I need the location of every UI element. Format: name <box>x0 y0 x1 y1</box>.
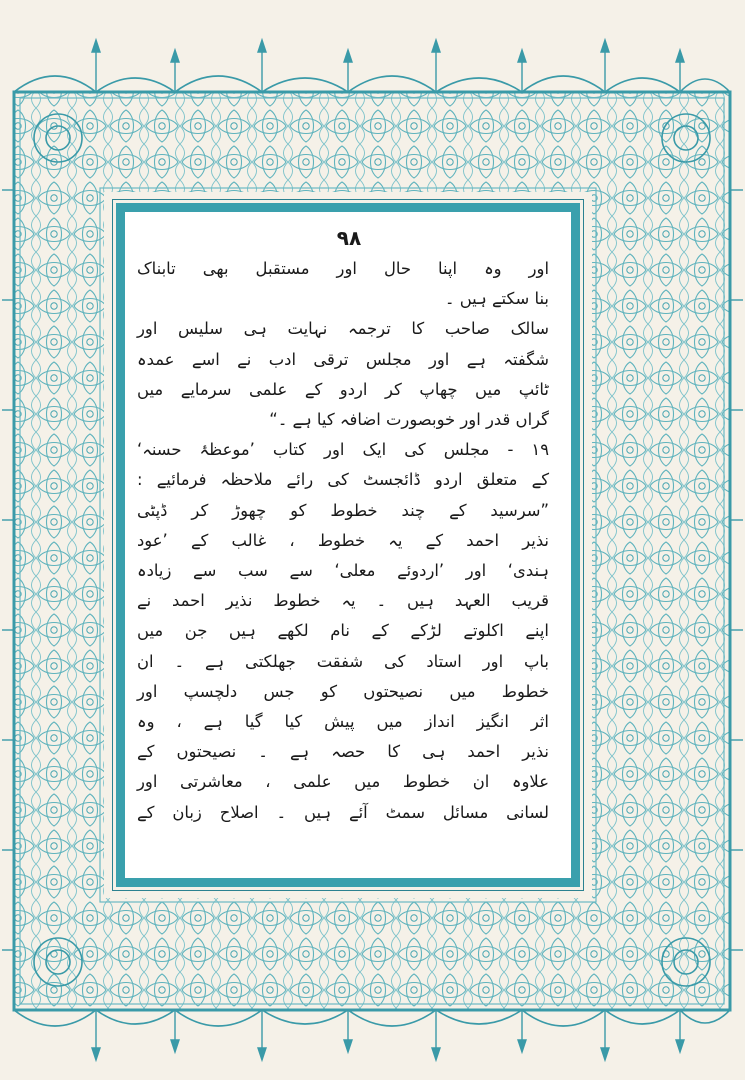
text-line: شگفتہ ہے اور مجلس ترقی ادب نے اسے عمدہ <box>137 349 549 369</box>
page-content <box>135 226 563 870</box>
text-line: نذیر احمد کے یہ خطوط ، غالب کے ’عود <box>137 530 549 550</box>
text-line: ٹائپ میں چھاپ کر اردو کے علمی سرمایے میں <box>137 379 549 399</box>
text-panel <box>116 203 580 887</box>
page-number: ٩٨ <box>336 226 362 250</box>
text-line: باپ اور استاد کی شفقت جھلکتی ہے ۔ ان <box>137 651 549 671</box>
text-line: لسانی مسائل سمٹ آئے ہیں ۔ اصلاح زبان کے <box>137 802 549 822</box>
text-line: خطوط میں نصیحتوں کو جس دلچسپ اور <box>137 681 549 701</box>
text-line: قریب العہد ہیں ۔ یہ خطوط نذیر احمد نے <box>137 591 549 611</box>
text-line: علاوہ ان خطوط میں علمی ، معاشرتی اور <box>137 772 549 792</box>
text-line: بنا سکتے ہیں ۔ <box>444 289 549 309</box>
text-line: اور وہ اپنا حال اور مستقبل بھی تابناک <box>137 259 549 278</box>
text-line: گراں قدر اور خوبصورت اضافہ کیا ہے ۔“ <box>269 410 549 430</box>
text-line: نذیر احمد ہی کا حصہ ہے ۔ نصیحتوں کے <box>137 742 549 762</box>
text-line: ١٩ - مجلس کی ایک اور کتاب ’موعظۂ حسنہ‘ <box>137 440 549 460</box>
text-line: اثر انگیز انداز میں پیش کیا گیا ہے ، وہ <box>137 712 549 732</box>
text-line: سالک صاحب کا ترجمہ نہایت ہی سلیس اور <box>137 319 549 339</box>
text-line: اپنے اکلوتے لڑکے کے نام لکھے ہیں جن میں <box>137 621 549 641</box>
text-line: ہندی‘ اور ’اردوئے معلی‘ سے سب سے زیادہ <box>137 561 549 581</box>
text-line: ”سرسید کے چند خطوط کو چھوڑ کر ڈپٹی <box>137 500 549 520</box>
text-line: کے متعلق اردو ڈائجسٹ کی رائے ملاحظہ فرمائیے : <box>137 470 549 490</box>
